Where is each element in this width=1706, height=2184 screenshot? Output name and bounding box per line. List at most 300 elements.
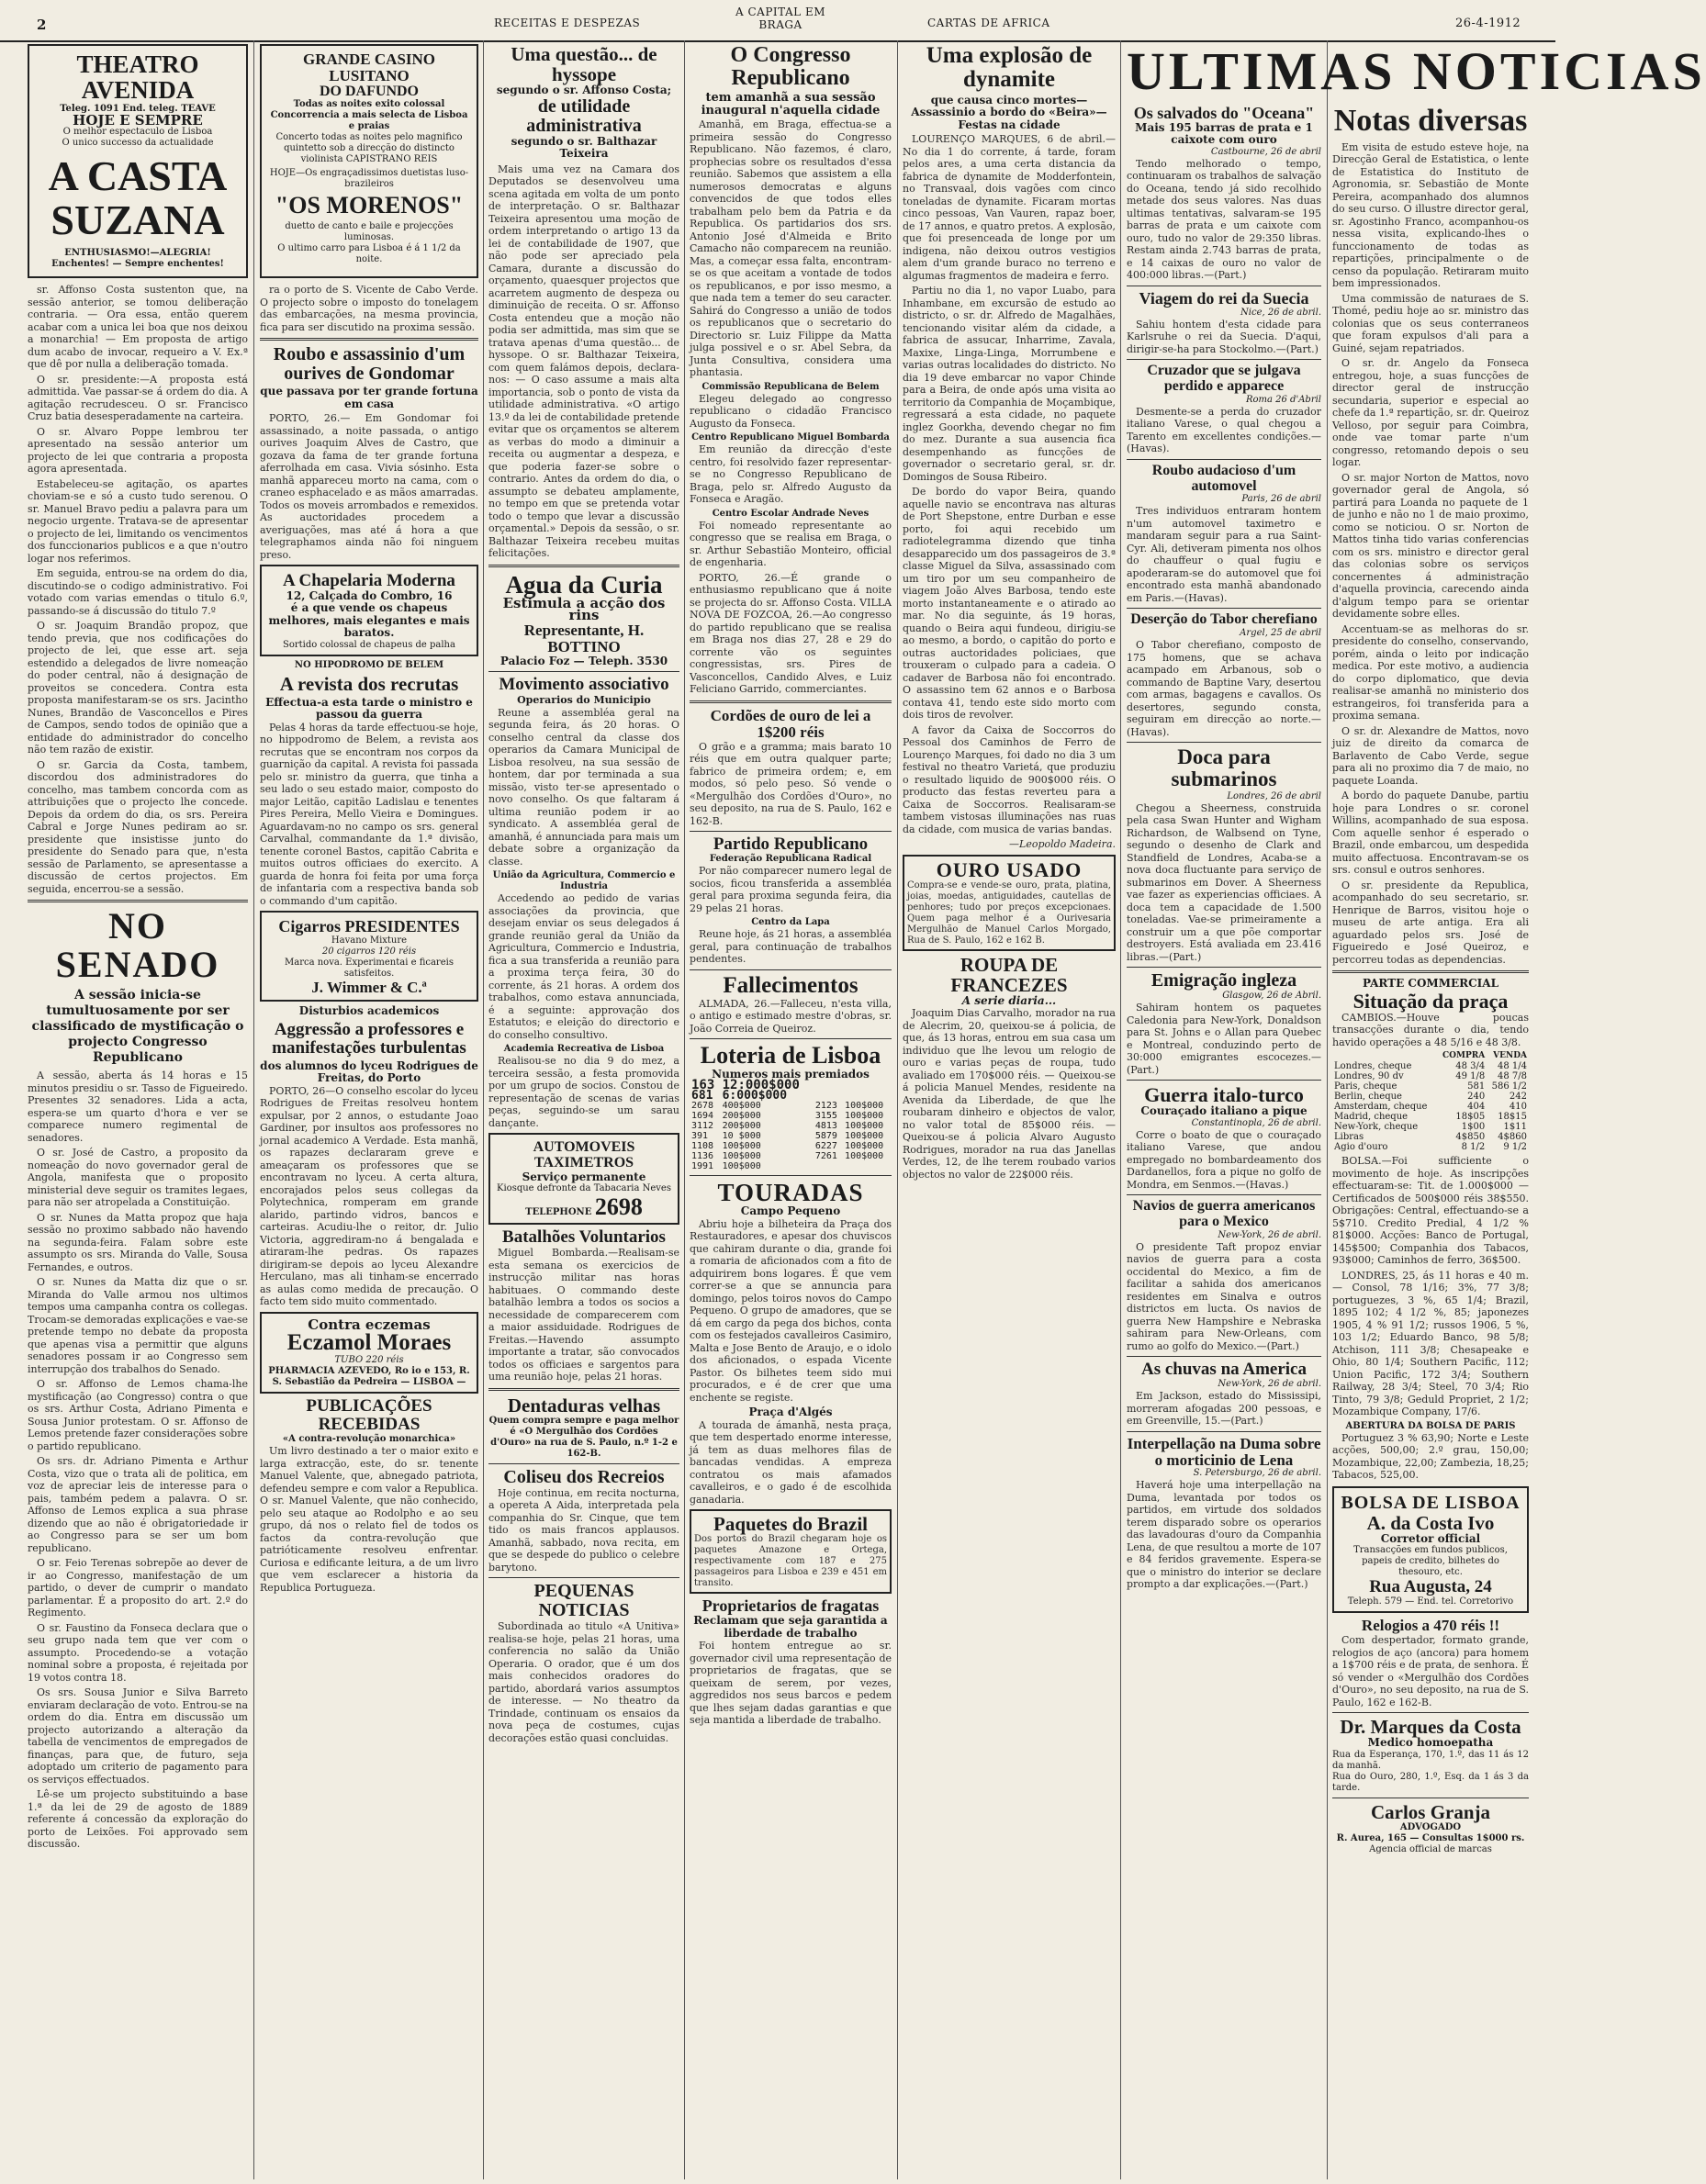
article-paragraph: O sr. dr. Angelo da Fonseca entregou, hoje, a suas funcções de director geral de instrucção secundaria, superior e especial ao chefe da 1.ª repartição, sr. dr. Queiroz Velloso, por seguir para Coimbra, onde vae tomar parte n'um congresso, retomando depois o seu logar. xyxy=(1332,357,1529,469)
lottery-prize: 400$000 xyxy=(722,1101,761,1112)
subhead: Praça d'Algés xyxy=(748,1406,833,1419)
ad-address: Kiosque defronte da Tabacaria Neves xyxy=(497,1183,671,1194)
table-row xyxy=(1332,1122,1529,1132)
ad-line: duetto de canto e baile e projecções luminosas. xyxy=(285,220,454,242)
exchange-sell: 48 1/4 xyxy=(1498,1061,1527,1072)
exchange-sell: 586 1/2 xyxy=(1491,1081,1527,1092)
headline-loteria: Loteria de Lisboa xyxy=(700,1042,881,1070)
headline-notas-diversas: Notas diversas xyxy=(1333,104,1528,138)
headline-sub: A serie diaria... xyxy=(961,993,1057,1007)
article-paragraph: LONDRES, 25, ás 11 horas e 40 m.— Consol, 78 1/16; 3%, 77 3/8; portuguezes, 3 %, 65 1/4; Brazil, 1895 102; 4 1/2 %, 85; japonezes 1905, 4 % 91 1/2; russos 1906, 5 %, 103 1/2; Eduardo Banco, 98 5/8; Atchison, 111 3/8; Chesapeake e Ohio, 80 1/4; Southern Pacific, 112; Union Pacific, 172 3/4; Southern Railway, 28 3/4; Steel, 70 3/4; Rio Tinto, 79 3/8; Geduld Propriet, 2 1/2; Mozambique Company, 17/6. xyxy=(1332,1269,1529,1418)
article-paragraph: Miguel Bombarda.—Realisam-se esta semana os exercicios de instrucção militar nas horas habituaes. O commando deste batalhão lembra a todos os socios a necessidade de comparecerem com a maior assiduidade. Rodrigues de Freitas.—Havendo assumpto importante a tratar, são convocados todos os officiaes e sargentos para uma reunião hoje, pelas 21 horas. xyxy=(488,1247,679,1383)
article-paragraph: Portuguez 3 % 63,90; Norte e Leste acções, 500,00; 2.º grau, 150,00; Mozambique, 22,00; Zambezia, 18,25; Tabacos, 525,00. xyxy=(1332,1431,1529,1482)
ad-line: O melhor espectaculo de Lisboa xyxy=(62,127,213,138)
headline-oceana: Os salvados do "Oceana" xyxy=(1133,104,1315,122)
ad-doctor-address: Rua da Esperança, 170, 1.º, das 11 ás 12 da manhã. xyxy=(1332,1749,1529,1771)
lottery-prize: 6:000$000 xyxy=(722,1089,788,1103)
ad-doctor-role: Medico homoepatha xyxy=(1367,1736,1494,1750)
lottery-prize: 100$000 xyxy=(722,1161,761,1172)
headline-hyssope: Uma questão... de hyssope xyxy=(511,43,657,86)
lottery-prize: 100$000 xyxy=(845,1131,884,1142)
article-paragraph: Desmente-se a perda do cruzador italiano Varese, o qual chegou a Tarento em excellentes condições.—(Havas). xyxy=(1127,405,1321,455)
exchange-place: New-York, cheque xyxy=(1334,1122,1419,1133)
ad-dentaduras-body: Quem compra sempre e paga melhor é «O Mergulhão dos Cordões d'Ouro» na rua de S. Paulo, n.º 1-2 e 162-B. xyxy=(488,1415,679,1459)
exchange-place: Agio d'ouro xyxy=(1334,1142,1388,1153)
article-paragraph: Hoje continua, em recita nocturna, a opereta A Aida, interpretada pela companhia do Sr. Cinque, que tem tido os mais francos applausos. Amanhã, sabbado, nova recita, em que se despede do publico o celebre barytono. xyxy=(488,1486,679,1574)
exchange-table xyxy=(1332,1051,1529,1152)
ad-body: Compra-se e vende-se ouro, prata, platina, joias, moedas, antiguidades, cautellas de penhores; tudo por preços excepcionaes. Quem paga melhor é a Ourivesaria Mergulhão de Manuel Carlos Morgado, Rua de S. Paulo, 162 e 162 B. xyxy=(907,879,1111,946)
exchange-sell: 4$860 xyxy=(1498,1132,1527,1143)
article-paragraph: PORTO, 26.—É grande o enthusiasmo republicano que á noite se projecta do sr. Affonso Costa. VILLA NOVA DE FOZCOA, 26.—Ao congresso do partido republicano que se realisa em Braga nos dias 27, 28 e 29 do corrente vão os seguintes congressistas, srs. Pires de Vasconcellos, Candido Alves, e Luiz Feliciano Garrido, commerciantes. xyxy=(690,571,892,696)
ad-agua-curia-sub: Estimula a acção dos rins xyxy=(502,594,666,624)
headline-sub: «A contra-revolução monarchica» xyxy=(282,1434,456,1445)
page-number: 2 xyxy=(37,17,47,33)
headline-relogios: Relogios a 470 réis !! xyxy=(1361,1617,1500,1635)
table-row xyxy=(1332,1142,1529,1152)
exchange-place: Paris, cheque xyxy=(1334,1081,1397,1092)
ad-doctor-address: Rua do Ouro, 280, 1.º, Esq. da 1 ás 3 da tarde. xyxy=(1332,1771,1529,1793)
headline-sub: segundo o sr. Affonso Costa; xyxy=(496,84,672,97)
dateline: Nice, 26 de abril. xyxy=(1240,307,1321,318)
article-paragraph: O Tabor cherefiano, composto de 175 homens, que se achava acampado em Arbanous, sob o commando de Baptine Vary, desertou com armas, bagagens e cavallos. Os desertores, segundo consta, seguiram em direcção ao norte.—(Havas). xyxy=(1127,639,1321,738)
lottery-number: 163 xyxy=(691,1078,715,1093)
subhead: Centro da Lapa xyxy=(751,917,830,927)
table-row xyxy=(690,1161,892,1171)
section-label-right: CARTAS DE AFRICA xyxy=(927,17,1050,29)
ad-lawyer-name: Carlos Granja xyxy=(1370,1800,1491,1823)
ad-lawyer-address: R. Aurea, 165 — Consultas 1$000 rs. xyxy=(1336,1832,1525,1843)
lottery-number: 6227 xyxy=(814,1141,837,1152)
exchange-buy: 49 1/8 xyxy=(1455,1071,1486,1082)
table-row xyxy=(690,1151,892,1161)
ad-lawyer-role: ADVOGADO xyxy=(1399,1821,1462,1832)
article-paragraph: A favor da Caixa de Soccorros do Pessoal dos Caminhos de Ferro de Lourenço Marques, foi dado no dia 3 um festival no theatro Varietá, que produziu o resultado liquido de 900$000 réis. O producto das festas reverteu para a Caixa de Soccorros. Realisaram-se tambem vistosas illuminações nas ruas da cidade, com musica de varias bandas. xyxy=(903,723,1116,835)
headline-no-senado: NO SENADO xyxy=(55,905,220,985)
lottery-prize: 100$000 xyxy=(845,1141,884,1152)
column-2 xyxy=(260,44,478,2178)
ad-cordoes-title: Cordões de ouro de lei a 1$200 réis xyxy=(710,706,871,741)
exchange-buy: 8 1/2 xyxy=(1461,1142,1486,1153)
article-paragraph: Foi hontem entregue ao sr. governador civil uma representação de proprietarios de fragatas, que se queixam de serem, por vezes, aggredidos nos seus barcos e pedem que lhes sejam dadas garantias e que seja mantida a liberdade de trabalho. xyxy=(690,1640,892,1727)
ad-ouro-usado xyxy=(903,855,1116,951)
lottery-number: 1694 xyxy=(691,1111,714,1122)
exchange-buy: 48 3/4 xyxy=(1455,1061,1486,1072)
headline-navios: Navios de guerra americanos para o Mexico xyxy=(1132,1198,1316,1229)
ad-lawyer-line: Agencia official de marcas xyxy=(1369,1843,1492,1854)
subhead: Centro Republicano Miguel Bombarda xyxy=(691,432,890,443)
lottery-number: 4813 xyxy=(814,1121,837,1132)
article-paragraph: Abriu hoje a bilheteira da Praça dos Restauradores, e apesar dos chuviscos que cahiram durante o dia, grande foi a romaria de aficionados com a fito de adquirirem bons logares. É que vem correr-se a que se annuncia para domingo, pelos toiros novos do Campo Pequeno. O grupo de amadores, que se dá em cargo da pega dos bichos, conta com os festejados cavalleiros Casimiro, Malta e Jose Bento de Araujo, e o idolo dos aficionados, o espada Vicente Pastor. Os bilhetes teem sido mui procurados, e é de crer que uma enchente se registe. xyxy=(690,1217,892,1404)
lottery-number: 1136 xyxy=(691,1151,714,1162)
ad-line: Concorrencia a mais selecta de Lisboa e praias xyxy=(270,110,468,132)
ad-theatro-avenida xyxy=(28,44,248,278)
headline-automovel: Roubo audacioso d'um automovel xyxy=(1151,462,1296,494)
section-kicker: NO HIPODROMO DE BELEM xyxy=(294,659,444,670)
lottery-prize: 100$000 xyxy=(722,1141,761,1152)
ad-phone: Teleg. 1091 End. teleg. TEAVE xyxy=(60,103,216,114)
ad-cordoes-body: O grão e a gramma; mais barato 10 réis que em outra qualquer parte; fabrico de primeira ordem; e, em modos, só pelo peso. Só vende o «Mergulhão dos Cordões d'Ouro», no seu deposito, na rua de S. Paulo, 162 e 162-B. xyxy=(690,740,892,827)
headline-sub: Campo Pequeno xyxy=(740,1204,841,1218)
headline-partido: Partido Republicano xyxy=(713,834,869,855)
article-paragraph: O presidente Taft propoz enviar navios de guerra para a costa occidental do Mexico, a fim de facilitar a sahida dos americanos residentes em Sinalva e outros districtos em lucta. Os navios de guerra New Hampshire e Nebraska sahiram para New-Orleans, com rumo ao golfo do Mexico.—(Part.) xyxy=(1127,1240,1321,1352)
ad-subtitle: DO DAFUNDO xyxy=(320,83,419,99)
ad-tagline: HOJE E SEMPRE xyxy=(73,111,203,129)
ad-phone-label: TELEPHONE xyxy=(525,1207,592,1218)
article-paragraph: Dos portos do Brazil chegaram hoje os paquetes Amazone e Ortega, respectivamente com 187 e 275 passageiros para Lisboa e 239 e 451 em transito. xyxy=(694,1534,887,1589)
lottery-prize xyxy=(843,1091,892,1101)
subhead: Commissão Republicana de Belem xyxy=(701,381,880,392)
article-paragraph: Sahiram hontem os paquetes Caledonia para New-York, Donaldson para St. Johns e o Allan para Quebec e Montreal, conduzindo perto de 30:000 emigrantes escocezes.—(Part.) xyxy=(1127,1002,1321,1076)
ad-agua-curia-rep: Representante, H. BOTTINO xyxy=(523,621,645,655)
ad-subtitle: Serviço permanente xyxy=(522,1170,646,1183)
column-7 xyxy=(1332,44,1529,2178)
article-paragraph: Em reunião da direcção d'este centro, foi resolvido fazer representar-se no Congresso Republicano de Braga, pelo sr. Alfredo Augusto da Fonseca e Aragão. xyxy=(690,443,892,506)
headline-aggressao: Aggressão a professores e manifestações turbulentas xyxy=(272,1019,466,1058)
article-paragraph: Amanhã, em Braga, effectua-se a primeira sessão do Congresso Republicano. Não fazemos, é claro, prophecias sobre os resultados d'essa reunião. Sabemos que assistem a ella numerosos democratas e alguns convencidos de que todos elles trabalham pelo bem da Patria e da Republica. Os partidarios dos srs. Antonio José d'Almeida e Brito Camacho não comparecem na reunião. Mas, a começar essa falta, encontram-se os que aceitam a vontade de todos os republicanos, e por isso mesmo, a que nada tem a temer do seu caracter. Sahirá do Congresso a união de todos os republicanos que o secretario do Directorio sr. Luiz Filippe da Matta julga possivel e o sr. Abel Sebra, da Junta Consultiva, considera uma phantasia. xyxy=(690,118,892,379)
exchange-sell: 410 xyxy=(1509,1102,1527,1113)
dateline: New-York, 26 de abril. xyxy=(1218,1229,1321,1240)
lottery-number: 1108 xyxy=(691,1141,714,1152)
ad-bolsa-lisboa xyxy=(1332,1486,1529,1613)
article-paragraph: O sr. José de Castro, a proposito da nomeação do novo governador geral de Angola, manifesta que o proposito ministerial deve seguir os tramites legaes, para não ser atropelada a Constituição. xyxy=(28,1147,248,1208)
ad-eczamol xyxy=(260,1312,478,1394)
article-paragraph: A tourada de ámanhã, nesta praça, que tem despertado enorme interesse, já tem as duas melhores filas de bancadas vendidas. A empreza contratou os mais afamados cavalleiros, e o gado é de escolhida ganadaria. xyxy=(690,1418,892,1506)
article-paragraph: Mais uma vez na Camara dos Deputados se desenvolveu uma scena agitada em volta de um ponto de interpretação. O sr. Balthazar Teixeira apresentou uma moção de ordem interpretando o artigo 13 da lei de contabilidade de 1907, que não pode ser apreciado pela Camara, durante a discussão do orçamento, quaesquer projectos que acarretem augmento de despeza ou diminuição de receita. O sr. Affonso Costa entendeu que a moção não podia ser admittida, mas sim que se tratava apenas d'uma questão... de hyssope. O sr. Balthazar Teixeira, com quem falámos depois, declara-nos: — O caso assume a mais alta importancia, sob o ponto de vista da utilidade administrativa. «O artigo 13.º da lei de contabilidade pretende evitar que os orçamentos se alterem as verbas do modo a diminuir a receita ou augmentar a despeza, e que poderia fazer-se sobre o contrario. Antes da ordem do dia, o assumpto se debateu amplamente, no tempo em que se pretenda votar todo o tempo que levar a discussão orçamental.» Depois da sessão, o sr. Balthazar Teixeira recebeu muitas felicitações. xyxy=(488,162,679,560)
exchange-buy: 240 xyxy=(1467,1092,1486,1103)
ad-title: GRANDE CASINO LUSITANO xyxy=(302,50,436,84)
ad-role: Corretor official xyxy=(1380,1531,1481,1545)
lottery-number xyxy=(814,1091,843,1101)
dateline: Castbourne, 26 de abril xyxy=(1210,146,1321,157)
table-row xyxy=(1332,1102,1529,1112)
lottery-prize xyxy=(843,1081,892,1091)
headline-doca: Doca para submarinos xyxy=(1171,745,1277,791)
lottery-number: 681 xyxy=(691,1089,713,1103)
lottery-number: 2678 xyxy=(691,1101,714,1112)
headline-situacao-praca: Situação da praça xyxy=(1352,989,1509,1013)
ad-show-title: "OS MORENOS" xyxy=(275,192,464,219)
ad-footer: ENTHUSIASMO!—ALEGRIA! Enchentes! — Sempre enchentes! xyxy=(51,248,224,270)
article-paragraph: Chegou a Sheerness, construida pela casa Swan Hunter and Wigham Richardson, de Walbsend on Tyne, segundo o desenho de Clark and Standfield de Londres, Acaba-se a nova doca fluctuante para serviço de submarinos em Dover. A Sheerness vae fazer as experiencias officiaes. A doca tem a capacidade de 1.500 toneladas. Vae-se primeiramente a construir um a que põe comportar destroyers. Está avaliada em 23.416 libras.—(Part.) xyxy=(1127,801,1321,963)
article-paragraph: O sr. Feio Terenas sobrepõe ao dever de ir ao Congresso, manifestação de um partido, o dever de cumprir o mandato parlamentar. É a proposito do art. 2.º do Regimento. xyxy=(28,1557,248,1618)
exchange-place: Berlin, cheque xyxy=(1334,1092,1402,1103)
ad-title: BOLSA DE LISBOA xyxy=(1341,1492,1521,1513)
headline-roupa-francezes: ROUPA DE FRANCEZES xyxy=(950,953,1068,996)
article-paragraph: ALMADA, 26.—Falleceu, n'esta villa, o antigo e estimado mestre d'obras, sr. João Correia de Queiroz. xyxy=(690,997,892,1035)
article-paragraph: O sr. dr. Alexandre de Mattos, novo juiz de direito da comarca de Barlavento de Cabo Verde, segue para ali no proximo dia 7 de maio, no paquete Loanda. xyxy=(1332,724,1529,787)
ad-price: 20 cigarros 120 réis xyxy=(321,946,417,958)
table-row xyxy=(1332,1061,1529,1071)
ad-automoveis xyxy=(488,1133,679,1225)
subhead: ABERTURA DA BOLSA DE PARIS xyxy=(1345,1420,1516,1431)
headline-sub: Mais 195 barras de prata e 1 caixote com ouro xyxy=(1135,120,1313,147)
article-paragraph: Foi nomeado representante ao congresso que se realisa em Braga, o sr. Arthur Sebastião Monteiro, official de engenharia. xyxy=(690,519,892,569)
column-rule xyxy=(897,40,898,2179)
ad-product: Eczamol Moraes xyxy=(286,1330,452,1356)
table-row xyxy=(690,1141,892,1151)
article-paragraph: Lê-se um projecto substituindo a base 1.ª da lei de 29 de agosto de 1889 referente á concessão da exploração do porto de Leixões. Foi approvado sem discussão. xyxy=(28,1788,248,1850)
ad-line: Teleph. 579 — End. tel. Corretorivo xyxy=(1347,1596,1514,1607)
lottery-prize: 10 $000 xyxy=(722,1131,761,1142)
exchange-buy: 404 xyxy=(1467,1102,1486,1113)
exchange-buy: 4$850 xyxy=(1455,1132,1486,1143)
lottery-number: 7261 xyxy=(814,1151,837,1162)
article-paragraph: Corre o boato de que o couraçado italiano Varese, que andou empregado no bombardeamento dos Dardanellos, fora a pique no golfo de Mondra, em Senmos.—(Havas.) xyxy=(1127,1128,1321,1191)
ad-address: 12, Calçada do Combro, 16 xyxy=(286,588,453,602)
box-paquetes xyxy=(690,1509,892,1594)
exchange-place: Madrid, cheque xyxy=(1334,1112,1409,1123)
ad-agua-curia-addr: Palacio Foz — Teleph. 3530 xyxy=(499,654,668,667)
exchange-buy: 18$05 xyxy=(1455,1112,1486,1123)
column-rule xyxy=(483,40,484,2179)
headline-sub: Federação Republicana Radical xyxy=(709,854,872,864)
article-paragraph: Os srs. dr. Adriano Pimenta e Arthur Costa, vizo que o trata ali de politica, em voz de apreciar leis de interesse para o pais, também pedem a palavra. O sr. Affonso de Lemos explica a sua phrase dizendo que ao não é obrigatoriedade ir ao Congresso para se ser um bom republicano. xyxy=(28,1455,248,1554)
headline-paquetes: Paquetes do Brazil xyxy=(713,1513,868,1536)
dateline: New-York, 26 de abril. xyxy=(1218,1379,1321,1390)
ad-line: Marca nova. Experimentai e ficareis satisfeitos. xyxy=(285,958,454,980)
article-paragraph: Reune hoje, ás 21 horas, a assembléa geral, para continuação de trabalhos pendentes. xyxy=(690,928,892,965)
table-row xyxy=(690,1111,892,1121)
article-paragraph: Em seguida, entrou-se na ordem do dia, discutindo-se o codigo administrativo. Foi votado com varias emendas o titulo 6.º, passando-se á discussão do titulo 7.º xyxy=(28,567,248,617)
headline-touradas: TOURADAS xyxy=(717,1179,864,1207)
column-header: VENDA xyxy=(1493,1051,1527,1061)
ad-line: HOJE—Os engraçadissimos duetistas luso-brazileiros xyxy=(269,168,469,190)
exchange-sell: 18$15 xyxy=(1498,1112,1527,1123)
article-paragraph: Sahiu hontem d'esta cidade para Karlsruhe o rei da Suecia. D'aqui, dirigir-se-ha para Stockolmo.—(Part.) xyxy=(1127,318,1321,355)
headline-pequenas-noticias: PEQUENAS NOTICIAS xyxy=(533,1581,634,1621)
ad-title: Cigarros PRESIDENTES xyxy=(278,917,460,936)
ad-chapelaria xyxy=(260,565,478,656)
article-paragraph: Realisou-se no dia 9 do mez, a terceira sessão, a festa promovida por um grupo de socios. Constou de representação de scenas de varias peças, seguindo-se um sarau dançante. xyxy=(488,1055,679,1129)
exchange-place: Londres, cheque xyxy=(1334,1061,1412,1072)
article-paragraph: Pelas 4 horas da tarde effectuou-se hoje, no hippodromo de Belem, a revista aos recrutas que se encontram nos corpos da guarnição da capital. A revista foi passada pelo sr. ministro da guerra, que tinha a seu lado o seu estado maior, composto do major Leitão, capitão Ladislau e tenentes Pires Pereira, Mello Vieira e Domingues. Aguardavam-no no campo os srs. general Carvalhal, commandante da 1.ª divisão, tenente coronel Bastos, capitão Cabrita e muitos outros officiaes do exercito. A guarda de honra foi feita por uma força de infantaria com a respectiva banda sob o commando d'um capitão. xyxy=(260,721,478,907)
article-paragraph: CAMBIOS.—Houve poucas transacções durante o dia, tendo havido operações a 48 5/16 e 48 3/8. xyxy=(1332,1011,1529,1048)
headline-dynamite: Uma explosão de dynamite xyxy=(926,43,1093,93)
column-1 xyxy=(28,44,248,2178)
ad-line: O ultimo carro para Lisboa é á 1 1/2 da noite. xyxy=(277,242,461,264)
exchange-buy: 581 xyxy=(1467,1081,1486,1092)
table-row xyxy=(690,1081,892,1091)
article-paragraph: Haverá hoje uma interpellação na Duma, levantada por todos os partidos, em virtude dos soldados terem disparado sobre os operarios das lavadouras d'ouro da Companhia Lena, de que resultou a morte de 107 e 84 feridos gravemente. Espera-se que o ministro do interior se declare prompto a dar explicações.—(Part.) xyxy=(1127,1479,1321,1591)
article-paragraph: O sr. Nunes da Matta propoz que haja sessão no proximo sabbado não havendo na segunda-feira. Falam sobre este assumpto os srs. Miranda do Valle, Sousa Fernandes, e outros. xyxy=(28,1211,248,1273)
article-paragraph: Os srs. Sousa Junior e Silva Barreto enviaram declaração de voto. Entrou-se na ordem do dia. Entra em discussão um projecto autorizando a alteração da tabella de vencimentos de empregados de finanças, para que, de futuro, seja adoptado um criterio de pagamento para os serviços effectuados. xyxy=(28,1686,248,1786)
column-5 xyxy=(903,44,1116,2178)
article-paragraph: sr. Affonso Costa sustenton que, na sessão anterior, se tomou deliberação contraria. — Ora essa, então querem acabar com a unica lei boa que nos deixou a monarchia! — Em proposta de artigo dum acabo de invocar, requeiro a V. Ex.ª que dê por nulla a deliberação tomada. xyxy=(28,284,248,370)
headline-movimento: Movimento associativo xyxy=(499,675,669,695)
lottery-prize xyxy=(843,1161,892,1171)
ad-firm: J. Wimmer & C.ª xyxy=(311,979,427,997)
headline-coliseu: Coliseu dos Recreios xyxy=(503,1466,665,1487)
table-row xyxy=(690,1121,892,1131)
ad-line: é a que vende os chapeus melhores, mais elegantes e mais baratos. xyxy=(268,601,470,640)
column-rule xyxy=(253,40,254,2179)
headline-utilidade: de utilidade administrativa xyxy=(526,95,642,136)
article-paragraph: BOLSA.—Foi sufficiente o movimento de hoje. As inscripções effectuaram-se: Tit. de 1.000$000 — Certificados de 500$000 réis 38$550. Obrigações: Central, effectuando-se a 5$710. Credito Predial, 4 1/2 % 81$000. Acções: Banco de Portugal, 145$500; Companhia dos Tabacos, 93$000; Caminhos de ferro, 36$500. xyxy=(1332,1155,1529,1267)
headline-sub: Reclamam que seja garantida a liberdade de trabalho xyxy=(693,1614,888,1640)
column-rule xyxy=(684,40,685,2179)
article-paragraph: Em Jackson, estado do Mississipi, morreram afogadas 200 pessoas, e em Greenville, 15.—(Part.) xyxy=(1127,1390,1321,1428)
article-paragraph: Accentuam-se as melhoras do sr. presidente do conselho, conservando, porém, ainda o leito por indicação medica. Por este motivo, a audiencia do corpo diplomatico, que devia realisar-se amanhã no ministerio dos estrangeiros, foi transferida para a proxima semana. xyxy=(1332,622,1529,722)
exchange-buy: 1$00 xyxy=(1461,1122,1486,1133)
article-paragraph: Uma commissão de naturaes de S. Thomé, pediu hoje ao sr. ministro das colonias que os seus conterraneos que foram expulsos d'ali para a Guiné, sejam repatriados. xyxy=(1332,292,1529,354)
table-row xyxy=(1332,1071,1529,1081)
article-signature: —Leopoldo Madeira. xyxy=(1009,838,1116,850)
column-3 xyxy=(488,44,679,2178)
exchange-sell: 9 1/2 xyxy=(1503,1142,1527,1153)
ad-agua-curia-title: Agua da Curia xyxy=(505,570,663,599)
headline-rei-suecia: Viagem do rei da Suecia xyxy=(1139,288,1309,308)
ad-line: Concerto todas as noites pelo magnifico quintetto sob a direcção do distincto violinista CAPISTRANO REIS xyxy=(275,132,463,165)
article-paragraph: Tres individuos entraram hontem n'um automovel taximetro e mandaram seguir para a rua Saint-Cyr. Ali, detiveram pimenta nos olhos do chauffeur o qual fugiu e apoderaram-se do automovel que foi encontrado esta manhã abandonado em Paris.—(Havas). xyxy=(1127,505,1321,604)
article-paragraph: O sr. major Norton de Mattos, novo governador geral de Angola, só partirá para Loanda no paquete de 1 de junho e não no 1 de maio proximo, como se noticiou. O sr. Norton de Mattos tinha tido varias conferencias com os srs. ministro e director geral das colonias sobre os serviços concernentes á administração d'aquella provincia, carecendo ainda d'algum tempo para se orientar devidamente sobre elles. xyxy=(1332,471,1529,621)
article-paragraph: O sr. Faustino da Fonseca declara que o seu grupo nada tem que ver com o assumpto. Procedendo-se a votação nominal sobre a proposta, é rejeitada por 19 votos contra 18. xyxy=(28,1621,248,1684)
ad-address: PHARMACIA AZEVEDO, Ro io e 153, R. S. Sebastião da Pedreira — LISBOA — xyxy=(268,1366,470,1388)
lottery-prize: 200$000 xyxy=(722,1121,761,1132)
article-paragraph: Joaquim Dias Carvalho, morador na rua de Alecrim, 20, queixou-se á policia, de que, ás 13 horas, entrou em sua casa um individuo que lhe levou um relogio de ouro e varias peças de roupa, tudo avaliado em 170$000 réis. — Queixou-se á policia Manuel Mendes, residente na Avenida da Liberdade, de que lhe roubaram dinheiro e objectos de valor, no valor total de 85$000 réis. — Queixou-se á policia Alvaro Augusto Rodrigues, morador na rua das Janellas Verdes, 12, de lhe terem roubado varios objectos no valor de 22$000 réis. xyxy=(903,1007,1116,1181)
lottery-prize: 12:000$000 xyxy=(722,1078,800,1093)
lottery-prize: 100$000 xyxy=(845,1121,884,1132)
article-paragraph: De bordo do vapor Beira, quando aquelle navio se encontrava nas alturas de Port Shepstone, entre Durban e esse porto, foi aqui recebido um radiotelegramma dizendo que tinha desapparecido um dos passageiros de 3.ª classe Miguel da Silva, assassinado com um tiro por um seu companheiro de viagem João Alves Barbosa, tendo este morto instantaneamente e o atirado ao mar. No dia seguinte, ás 19 horas, quando o Beira aqui fundeou, dirigiu-se ao mesmo, a bordo, o capitão do porto e outras auctoridades policiaes, que trouxeram o culpado para a cadeia. O cadaver de Barbosa não foi encontrado. O assassino tem 62 annos e o Barbosa contava 41, tendo este sido morto com dois tiros de revolver. xyxy=(903,486,1116,721)
headline-sub: dos alumnos do lyceu Rodrigues de Freitas, do Porto xyxy=(260,1058,478,1085)
article-paragraph: O sr. presidente da Republica, acompanhado do seu secretario, sr. Henrique de Barros, visitou hoje o museu de arte antiga. Era ali aguardado pelos srs. José de Figueiredo e José Queiroz, e percorreu todas as dependencias. xyxy=(1332,879,1529,966)
headline-sub: tem amanhã a sua sessão inaugural n'aquella cidade xyxy=(701,91,881,118)
article-paragraph: O sr. Nunes da Matta diz que o sr. Miranda do Valle armou nos ultimos tempos uma campanha contra os collegas. Trocam-se demoradas explicações e vae-se pretende tempo no debate da proposta que apenas visa a permittir que alguns senadores possam ir ao Congresso sem interrupção dos trabalhos do Senado. xyxy=(28,1276,249,1375)
lottery-number: 3155 xyxy=(814,1111,837,1122)
ad-title: Contra eczemas xyxy=(308,1316,431,1333)
table-row xyxy=(1332,1092,1529,1102)
article-paragraph: O sr. Joaquim Brandão propoz, que tendo previa, que nos codificações do projecto de lei, que esse art. seja estendido a delegados de livre nomeação do poder central, não á designação de proveitos se concedera. Contra esta proposta manifestaram-se os srs. Jacintho Nunes, Brandão de Vasconcellos e Pires de Campos, sendo todos de opinião que a entidade do administrador do concelho não tem razão de existir. xyxy=(28,620,248,756)
article-paragraph: O sr. Affonso de Lemos chama-lhe mystificação (ao Congresso) contra o que os srs. Arthur Costa, Adriano Pimenta e Sousa Junior protestam. O sr. Affonso de Lemos pretende fazer considerações sobre o partido republicano. xyxy=(28,1378,248,1452)
ad-line: Todas as noites exito colossal xyxy=(293,99,445,110)
ad-dentaduras-title: Dentaduras velhas xyxy=(507,1394,661,1417)
ad-casino-lusitano xyxy=(260,44,478,278)
lottery-prize: 100$000 xyxy=(845,1151,884,1162)
headline-batalhoes: Batalhões Voluntarios xyxy=(502,1227,666,1248)
article-paragraph: Estabeleceu-se agitação, os apartes choviam-se e só a custo tudo serenou. O sr. Manuel Bravo pediu a palavra para um negocio urgente. Tratava-se de apresentar o projecto de lei, limitando os vencimentos dos funccionarios publicos e a que n'outro logar nos referimos. xyxy=(28,477,248,565)
ad-address: Rua Augusta, 24 xyxy=(1369,1577,1492,1597)
headline-sub: Couraçado italiano a pique xyxy=(1140,1104,1308,1118)
column-4 xyxy=(690,44,892,2178)
headline-fallecimentos: Fallecimentos xyxy=(723,972,859,998)
page-date: 26-4-1912 xyxy=(1455,17,1521,30)
page-header xyxy=(0,0,1555,42)
ad-name: A. da Costa Ivo xyxy=(1366,1511,1495,1534)
exchange-place: Londres, 90 dv xyxy=(1334,1071,1404,1082)
headline-recrutas: A revista dos recrutas xyxy=(279,672,459,695)
ad-line: Transacções em fundos publicos, papeis de credito, bilhetes do thesouro, etc. xyxy=(1353,1545,1508,1578)
ad-line: Sortido colossal de chapeus de palha xyxy=(283,639,455,650)
article-paragraph: O sr. presidente:—A proposta está admittida. Vae passar-se á ordem do dia. A agitação recrudesceu. O sr. Francisco Cruz batia desesperadamente na carteira. xyxy=(28,373,248,422)
article-paragraph: O sr. Alvaro Poppe lembrou ter apresentado na sessão anterior um projecto de lei que contraria a proposta agora apresentada. xyxy=(28,425,248,475)
article-paragraph: A bordo do paquete Danube, partiu hoje para Londres o sr. coronel Willins, acompanhado de sua esposa. Com aquelle senhor é esperado o Brazil, onde embarcou, um despedida muito affectuosa. Encontravam-se os srs. consul e outros senhores. xyxy=(1332,790,1529,877)
headline-fragatas: Proprietarios de fragatas xyxy=(701,1596,880,1616)
lottery-number: 2123 xyxy=(814,1101,837,1112)
section-label-left: RECEITAS E DESPEZAS xyxy=(494,17,641,29)
ad-price: TUBO 220 réis xyxy=(334,1355,404,1366)
dateline: Constantinopla, 26 de abril. xyxy=(1191,1117,1321,1128)
exchange-sell: 1$11 xyxy=(1503,1122,1527,1133)
headline-interpellacao: Interpellação na Duma sobre o morticinio de Lena xyxy=(1127,1434,1321,1469)
article-paragraph: PORTO, 26.— Em Gondomar foi assassinado, a noite passada, o antigo ourives Joaquim Alves de Castro, que gozava da fama de ter grande fortuna aferrolhada em casa. Vivia sósinho. Esta manhã appareceu morto na cama, com o craneo esphacelado e as mãos amarradas. Todos os moveis arrombados e remexidos. As auctoridades procedem a averiguações, mas até á hora a que telegraphamos ainda não foi ninguem preso. xyxy=(260,412,478,561)
lottery-number: 391 xyxy=(691,1131,709,1142)
column-header: COMPRA xyxy=(1442,1051,1486,1061)
lottery-prize: 100$000 xyxy=(845,1111,884,1122)
column-rule xyxy=(1327,40,1328,2179)
dateline: Londres, 26 de abril xyxy=(1227,790,1321,801)
headline-tabor: Deserção do Tabor cherefiano xyxy=(1130,611,1318,628)
ad-title: AUTOMOVEIS TAXIMETROS xyxy=(533,1139,635,1170)
lottery-prize: 100$000 xyxy=(722,1151,761,1162)
lottery-prize: 100$000 xyxy=(845,1101,884,1112)
article-paragraph: ra o porto de S. Vicente de Cabo Verde. O projecto sobre o imposto do tonelagem das embarcações, na mesma provincia, fica para ser discutido na proxima sessão. xyxy=(260,284,478,333)
section-parte-commercial: PARTE COMMERCIAL xyxy=(1362,977,1499,991)
ad-title: OURO USADO xyxy=(936,857,1083,881)
ad-show-title: A CASTA SUZANA xyxy=(48,152,228,244)
banner-ultimas-noticias: ULTIMAS NOTICIAS xyxy=(1127,41,1706,101)
headline-gondomar: Roubo e assassinio d'um ourives de Gondomar xyxy=(273,344,466,384)
dateline: Roma 26 d'Abril xyxy=(1245,394,1321,405)
ad-title: THEATRO AVENIDA xyxy=(76,50,199,105)
article-paragraph: Tendo melhorado o tempo, continuaram os trabalhos de salvação do Oceana, tendo já sido recolhido metade dos seus valores. Nas duas ultimas tentativas, salvaram-se 195 barras de prata e um caixote com ouro, tudo no valor de 29:350 libras. Restam ainda 2.743 barras de prata, e 14 caixas de ouro no valor de 400:000 libras.—(Part.) xyxy=(1127,157,1321,282)
exchange-sell: 48 7/8 xyxy=(1498,1071,1527,1082)
column-header xyxy=(1332,1051,1437,1061)
headline-guerra: Guerra italo-turco xyxy=(1144,1083,1304,1107)
article-paragraph: Elegeu delegado ao congresso republicano o cidadão Francisco Augusto da Fonseca. xyxy=(690,392,892,430)
headline-sub: Numeros mais premiados xyxy=(712,1067,870,1081)
headline-publicacoes: PUBLICAÇÕES RECEBIDAS xyxy=(306,1396,432,1435)
ad-phone: 2698 xyxy=(594,1193,643,1221)
table-row xyxy=(1332,1081,1529,1092)
lottery-number xyxy=(814,1081,843,1091)
article-paragraph: PORTO, 26—O conselho escolar do lyceu Rodrigues de Freitas resolveu hontem expulsar, por 2 annos, o estudante Joao Gardiner, por insultos aos professores no jornal academico A Verdade. Esta manhã, os rapazes declararam greve e ameaçaram os professores que se encontravam no lyceu. A certa altura, encorajados pelos seus collegas da Polytechnica, romperam em grande alarido, partindo vidros, bancos e carteiras. Acudiu-lhe o reitor, dr. Julio Victoria, aggrediram-no á bengalada e atiraram-lhe pedras. Os rapazes dirigiram-se depois ao lyceu Alexandre Herculano, mas ali tinham-se encerrado as aulas como medida de precaução. O facto tem sido muito commentado. xyxy=(260,1084,478,1308)
article-paragraph: Com despertador, formato grande, relogios de aço (ancora) para homem a 1$700 réis e de prata, de senhora. É só vender o «Mergulhão dos Cordões d'Ouro», no seu deposito, na rua de S. Paulo, 162 e 162-B. xyxy=(1332,1634,1529,1708)
dateline: S. Petersburgo, 26 de abril. xyxy=(1193,1468,1321,1479)
headline-sub: que passava por ter grande fortuna em casa xyxy=(260,385,478,410)
table-row xyxy=(690,1131,892,1141)
ad-line: O unico successo da actualidade xyxy=(62,138,214,149)
lottery-table xyxy=(690,1078,892,1172)
article-paragraph: Partiu no dia 1, no vapor Luabo, para Inhambane, em excursão de estudo ao districto, o sr. dr. Alfredo de Magalhães, tencionando visitar além da cidade, a fabrica de assucar, Inharrime, Zavala, Maxixe, Linga-Linga, Morrumbene e varias outras localidades do districto. No dia 19 deve embarcar no vapor Chinde para a Beira, de onde após uma visita ao territorio da Companhia de Moçambique, regressará a esta cidade, no paquete inglez Goorkha, devendo chegar no fim do mez. Durante a sua ausencia fica desempenhando as funcções de governador o secretario geral, sr. dr. Domingos de Sousa Ribeiro. xyxy=(903,285,1116,483)
table-row xyxy=(1332,1112,1529,1122)
lottery-number xyxy=(814,1161,843,1171)
article-paragraph: Em visita de estudo esteve hoje, na Direcção Geral de Estatistica, o lente de Estatistica do Instituto de Agronomia, sr. Sebastião de Monte Pereira, acompanhado dos alumnos do seu curso. O illustre director geral, sr. Agostinho Franco, acompanhou-os nessa visita, explicando-lhes o funccionamento de todas as repartições, principalmente o de censo da população. Retiraram muito bem impressionados. xyxy=(1332,140,1529,290)
subhead: Academia Recreativa de Lisboa xyxy=(503,1044,665,1055)
headline-sub: Effectua-a esta tarde o ministro e passou da guerra xyxy=(265,695,473,722)
article-paragraph: LOURENÇO MARQUES, 6 de abril.—No dia 1 do corrente, á tarde, foram pelos ares, a uma certa distancia da fabrica de dynamite de Modderfontein, no Transvaal, dois vagões com cinco toneladas de dynamite. Ficaram mortas cinco pessoas, Van Vauren, rapaz boer, de 17 annos, e quatro pretos. A explosão, que foi presenceada de longe por um indigena, não deixou outros vestigios alem d'um grande buraco no terreno e algumas fragmentos de madeira e ferro. xyxy=(903,133,1116,282)
article-paragraph: O sr. Garcia da Costa, tambem, discordou dos administradores do concelho, mas tambem concorda com as attribuições que o projecto lhe concede. Depois da ordem do dia, os srs. Pereira Cabral e Jorge Nunes pediram ao sr. presidente que insistisse junto do presidente do Senado para que, n'esta sessão de Parlamento, se apresentasse a discussão de certos projectos. Em seguida, encerrou-se a sessão. xyxy=(28,758,248,895)
column-rule xyxy=(1120,40,1121,2179)
table-header-row xyxy=(1332,1051,1529,1061)
table-row xyxy=(690,1101,892,1111)
subhead: Centro Escolar Andrade Neves xyxy=(712,508,870,519)
exchange-sell: 242 xyxy=(1509,1092,1527,1103)
article-paragraph: Accedendo ao pedido de varias associações da provincia, que desejam enviar os seus delegados á grande reunião geral da União da Agricultura, Commercio e Industria, fica a sua transferida a reunião para a proxima terça feira, 30 do corrente, ás 21 horas. A ordem dos trabalhos, como estava annunciada, é a seguinte: approvação dos Estatutos; e eleição do directorio e do conselho consultivo. xyxy=(488,892,679,1041)
ad-cigarros xyxy=(260,911,478,1002)
dateline: Paris, 26 de abril xyxy=(1241,494,1321,505)
lottery-number: 5879 xyxy=(814,1131,837,1142)
headline-sub: que causa cinco mortes—Assassinio a bordo do «Beira»—Festas na cidade xyxy=(911,93,1107,131)
article-paragraph: Subordinada ao titulo «A Unitiva» realisa-se hoje, pelas 21 horas, uma conferencia no salão da União Operaria. O orador, que é um dos mais conhecidos oradores do partido, abordará varios assumptos de interesse. — No theatro da Trindade, continuam os ensaios da nova peça de costumes, cujas decorações estão quasi concluidas. xyxy=(488,1620,679,1744)
subhead: União da Agricultura, Commercio e Industria xyxy=(492,870,676,892)
exchange-place: Amsterdam, cheque xyxy=(1334,1102,1428,1113)
headline-sub: Operarios do Municipio xyxy=(517,694,651,707)
headline-sub: A sessão inicia-se tumultuosamente por ser classificado de mystificação o projecto Congresso Republicano xyxy=(31,988,244,1065)
ad-subtitle: Havano Mixture xyxy=(331,935,408,946)
headline-sub: segundo o sr. Balthazar Teixeira xyxy=(511,134,657,161)
lottery-prize: 200$000 xyxy=(722,1111,761,1122)
article-paragraph: Reune a assembléa geral na segunda feira, ás 20 horas. O conselho central da classe dos operarios da Camara Municipal de Lisboa resolveu, na sua sessão de hontem, dar por terminada a sua missão, visto ter-se apresentado o novo conselho. Os que faltaram á ultima reunião podem ir ao syndicato. A assembléa geral de amanhã, é annunciada para mais um debate sobre a organização da classe. xyxy=(488,706,679,868)
headline-congresso: O Congresso Republicano xyxy=(730,43,851,91)
